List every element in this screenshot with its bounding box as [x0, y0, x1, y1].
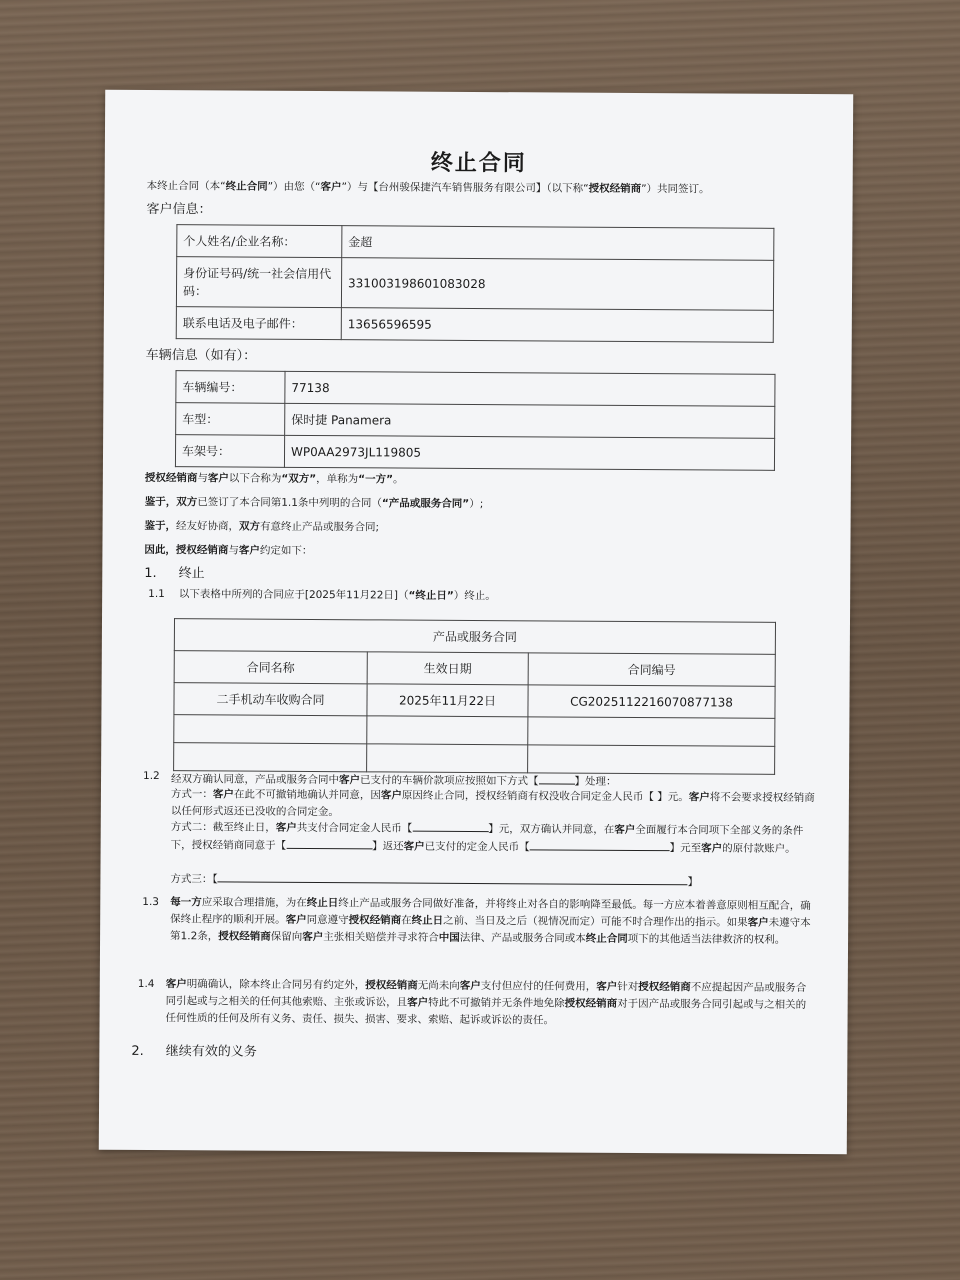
- table-row: [174, 743, 775, 775]
- recital-parties: 授权经销商与客户以下合称为“双方”，单称为“一方”。: [144, 471, 404, 486]
- cell-effective-date: 2025年11月22日: [367, 684, 528, 717]
- vehicle-model-value: 保时捷 Panamera: [285, 403, 775, 438]
- clause-1-2-num: 1.2: [143, 769, 160, 783]
- empty-cell: [174, 743, 367, 772]
- vehicle-number-label: 车辆编号：: [176, 371, 285, 404]
- table-row: [176, 403, 775, 439]
- clause-1-2-intro: 经双方确认同意，产品或服务合同中客户已支付的车辆价款项应按照如下方式【 】处理：: [170, 773, 617, 788]
- table-row: [177, 225, 774, 261]
- header-contract-name: 合同名称: [174, 651, 367, 684]
- vehicle-model-label: 车型：: [176, 403, 285, 436]
- clause-1-2-method-3: 方式三：【 】: [170, 870, 698, 889]
- recital-therefore: 因此，授权经销商与客户约定如下：: [144, 543, 313, 557]
- table-row: [174, 683, 775, 719]
- cell-contract-name: 二手机动车收购合同: [174, 683, 367, 716]
- table-row: [176, 257, 773, 311]
- vehicle-info-table: [175, 370, 776, 471]
- recital-whereas-2: 鉴于，经友好协商，双方有意终止产品或服务合同;: [144, 519, 380, 534]
- clause-1-1: 1.1 以下表格中所列的合同应于[2025年11月22日]（“终止日”）终止。: [148, 587, 496, 603]
- empty-cell: [367, 716, 528, 745]
- contract-table-caption: 产品或服务合同: [174, 619, 775, 655]
- table-header-row: [174, 651, 775, 687]
- customer-contact-value: 13656596595: [341, 308, 773, 343]
- table-row: [175, 435, 774, 471]
- header-contract-number: 合同编号: [528, 653, 775, 687]
- contract-paper: [99, 90, 853, 1155]
- clause-1-3-num: 1.3: [142, 895, 160, 909]
- vehicle-vin-label: 车架号：: [175, 435, 284, 468]
- clause-1-3: 每一方应采取合理措施，为在终止日终止产品或服务合同做好准备，并将终止对各自的影响降至最低。每一方应本着善意原则相互配合，确保终止程序的顺利开展。客户同意遵守授权经销商在终止日之前、当日及之后（视情况而定）可能不时合理作出的指示。如果客户未遵守本第1.2条，授权经销商保留向客户主张相关赔偿并寻求符合中国法律、产品或服务合同或本终止合同项下的其他适当法律救济的权利。: [170, 896, 811, 946]
- section-1-heading: 1. 终止: [144, 565, 205, 582]
- cell-contract-number: CG20251122160708771​38: [528, 685, 775, 719]
- customer-name-value: 金超: [342, 226, 774, 261]
- contract-table: [173, 618, 776, 775]
- customer-section-heading: 客户信息：: [146, 201, 212, 218]
- clause-1-4-num: 1.4: [137, 977, 155, 991]
- customer-info-table: [176, 224, 775, 343]
- customer-id-label: 身份证号码/统一社会信用代码：: [176, 257, 341, 308]
- clause-1-2-method-1: 方式一：客户在此不可撤销地确认并同意，因客户原因终止合同，授权经销商有权没收合同定金人民币【 】元。客户将不会要求授权经销商以任何形式返还已没收的合同定金。: [170, 788, 815, 819]
- page-title: 终止合同: [430, 150, 527, 177]
- section-2-heading: 2. 继续有效的义务: [131, 1043, 257, 1060]
- table-row: [176, 307, 773, 343]
- vehicle-section-heading: 车辆信息（如有）：: [145, 347, 257, 364]
- customer-id-value: 331003198601083028: [341, 258, 773, 311]
- vehicle-number-value: 77138: [285, 371, 775, 406]
- empty-cell: [528, 717, 775, 747]
- clause-1-2-method-2: 方式二：截至终止日，客户共支付合同定金人民币【 】元，双方确认并同意，在客户全面履行本合同项下全部义务的条件下，授权经销商同意于【 】返还客户已支付的定金人民币【 】元至客户的原付款账户。: [170, 821, 804, 855]
- customer-contact-label: 联系电话及电子邮件：: [176, 307, 341, 340]
- table-caption-row: [174, 619, 775, 655]
- empty-cell: [528, 745, 775, 775]
- empty-cell: [174, 715, 367, 744]
- table-row: [176, 371, 775, 407]
- customer-name-label: 个人姓名/企业名称：: [177, 225, 342, 258]
- table-row: [174, 715, 775, 747]
- empty-cell: [367, 744, 528, 773]
- recital-whereas-1: 鉴于，双方已签订了本合同第1.1条中列明的合同（“产品或服务合同”）;: [144, 495, 484, 511]
- clause-1-4: 客户明确确认，除本终止合同另有约定外，授权经销商无尚未向客户支付但应付的任何费用，客户针对授权经销商不应提起因产品或服务合同引起或与之相关的任何其他索赔、主张或诉讼，且客户特此不可撤销并无条件地免除授权经销商对于因产品或服务合同引起或与之相关的任何性质的任何及所有义务、责任、损失、损害、要求、索赔、起诉或诉讼的责任。: [165, 978, 807, 1027]
- intro-line: 本终止合同（本“终止合同”）由您（“客户”）与【台州骏保捷汽车销售服务有限公司】（以下称“授权经销商”）共同签订。: [146, 179, 710, 196]
- vehicle-vin-value: WP0AA2973JL119805: [284, 435, 774, 470]
- header-effective-date: 生效日期: [367, 652, 528, 685]
